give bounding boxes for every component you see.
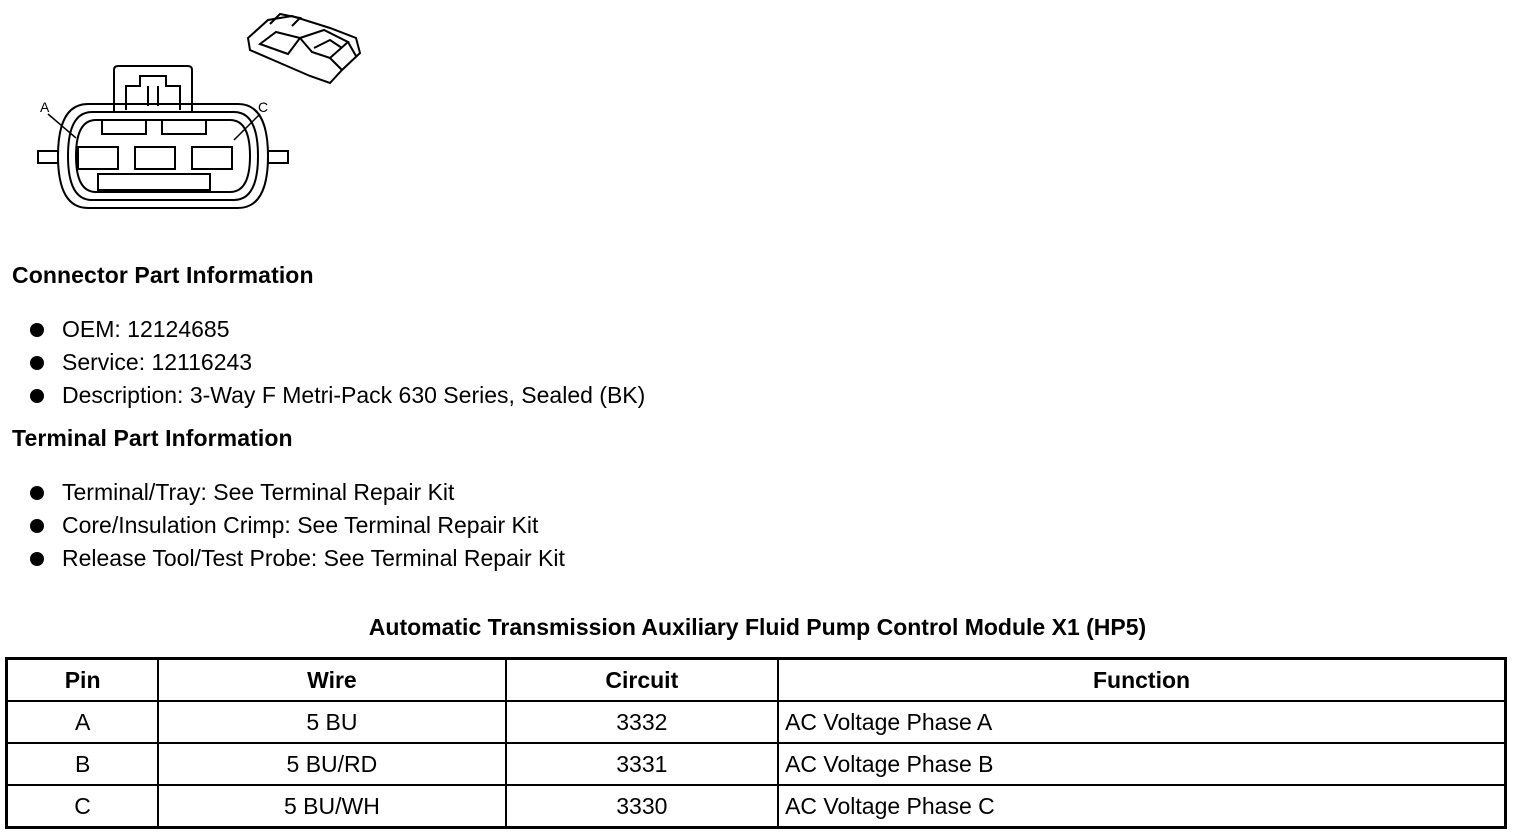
table-row bbox=[7, 743, 1506, 785]
bullet-icon bbox=[30, 552, 44, 566]
header-wire: Wire bbox=[158, 659, 505, 702]
cell-wire: 5 BU/WH bbox=[158, 785, 505, 828]
list-item bbox=[30, 379, 645, 412]
terminal-part-heading: Terminal Part Information bbox=[12, 425, 293, 451]
bullet-icon bbox=[30, 519, 44, 533]
list-item-text: Release Tool/Test Probe: See Terminal Repair Kit bbox=[62, 545, 565, 571]
cell-pin: A bbox=[7, 701, 159, 743]
connector-3d-view bbox=[248, 14, 360, 83]
table-row bbox=[7, 785, 1506, 828]
cell-pin: C bbox=[7, 785, 159, 828]
cell-function: AC Voltage Phase C bbox=[778, 785, 1505, 828]
pin-label-a: A bbox=[40, 99, 50, 115]
terminal-part-list bbox=[30, 476, 565, 575]
header-circuit: Circuit bbox=[506, 659, 779, 702]
pin-label-c: C bbox=[258, 99, 269, 115]
connector-part-heading: Connector Part Information bbox=[12, 262, 314, 288]
bullet-icon bbox=[30, 389, 44, 403]
pin-table-title: Automatic Transmission Auxiliary Fluid Pump Control Module X1 (HP5) bbox=[368, 614, 1147, 640]
list-item-text: Description: 3-Way F Metri-Pack 630 Series, Sealed (BK) bbox=[62, 382, 646, 408]
table-header-row bbox=[7, 659, 1506, 702]
cell-circuit: 3331 bbox=[506, 743, 779, 785]
table-row bbox=[7, 701, 1506, 743]
cell-function: AC Voltage Phase A bbox=[778, 701, 1505, 743]
list-item bbox=[30, 346, 645, 379]
cell-function: AC Voltage Phase B bbox=[778, 743, 1505, 785]
cell-circuit: 3330 bbox=[506, 785, 779, 828]
connector-part-list bbox=[30, 313, 645, 412]
connector-front-view bbox=[38, 66, 288, 208]
header-pin: Pin bbox=[7, 659, 159, 702]
connector-diagram bbox=[30, 8, 370, 213]
list-item bbox=[30, 509, 565, 542]
cell-wire: 5 BU/RD bbox=[158, 743, 505, 785]
list-item-text: OEM: 12124685 bbox=[62, 316, 230, 342]
list-item-text: Terminal/Tray: See Terminal Repair Kit bbox=[62, 479, 455, 505]
connector-face-drawing bbox=[30, 8, 370, 213]
list-item-text: Service: 12116243 bbox=[62, 349, 253, 375]
bullet-icon bbox=[30, 323, 44, 337]
bullet-icon bbox=[30, 486, 44, 500]
list-item bbox=[30, 313, 645, 346]
bullet-icon bbox=[30, 356, 44, 370]
cell-circuit: 3332 bbox=[506, 701, 779, 743]
cell-wire: 5 BU bbox=[158, 701, 505, 743]
pin-table bbox=[5, 657, 1507, 829]
cell-pin: B bbox=[7, 743, 159, 785]
list-item-text: Core/Insulation Crimp: See Terminal Repair Kit bbox=[62, 512, 539, 538]
list-item bbox=[30, 542, 565, 575]
header-function: Function bbox=[778, 659, 1505, 702]
list-item bbox=[30, 476, 565, 509]
